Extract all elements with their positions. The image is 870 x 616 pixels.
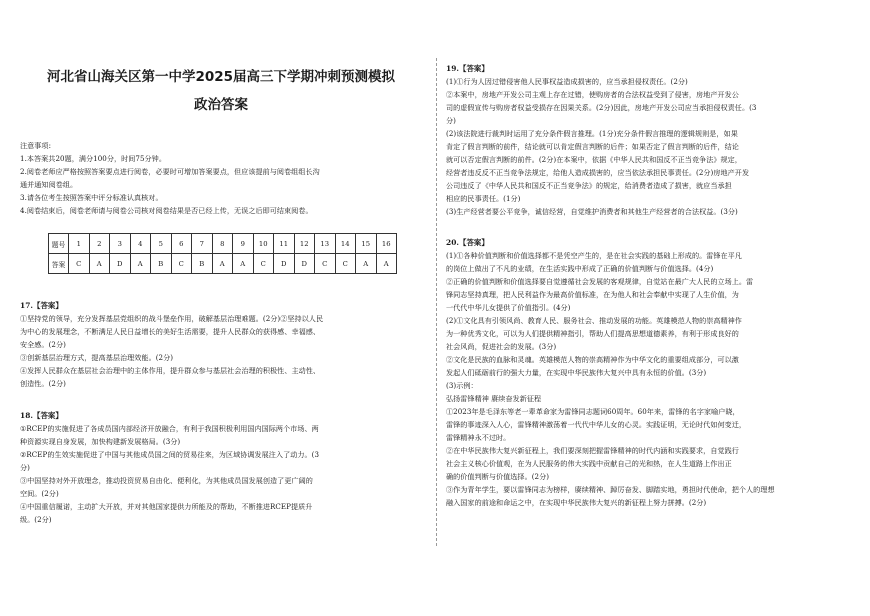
q17-answer-line: ④发挥人民群众在基层社会治理中的主体作用，提升群众参与基层社会治理的积极性、主动性、	[20, 366, 321, 375]
answer-table-number-row	[49, 234, 397, 254]
column-divider	[436, 58, 437, 546]
q17-heading: 17.【答案】	[20, 301, 63, 310]
question-number: 8	[212, 234, 233, 254]
row-label-number: 题号	[49, 234, 69, 254]
answer-cell: D	[294, 254, 315, 274]
q18-answer-line: 级。(2分)	[20, 515, 52, 524]
q20-answer-line: 锋同志坚持真理，把人民利益作为最高价值标准，在为他人和社会奉献中实现了人生价值，为	[446, 290, 739, 299]
q20-answer-line: 确的价值判断与价值选择。(2分)	[446, 472, 550, 481]
notice-item: 2.阅卷老师应严格按照答案要点进行阅卷，必要时可增加答案要点，但应该提前与阅卷组组长沟	[20, 167, 320, 176]
q19-answer-line: 肯定了假言判断的前件，结论就可以肯定假言判断的后件；如果否定了假言判断的后件，结论	[446, 142, 739, 151]
notice-heading: 注意事项:	[20, 141, 52, 150]
q18-answer-line: 分)	[20, 463, 30, 472]
q19-answer-line: 相应的民事责任。(1分)	[446, 194, 521, 203]
question-number: 14	[335, 234, 356, 254]
answer-cell: C	[335, 254, 356, 274]
question-number: 10	[253, 234, 274, 254]
q20-answer-line: 雷锋的事迹深入人心，雷锋精神激荡着一代代中华儿女的心灵。实践证明，无论时代如何变迁，	[446, 420, 747, 429]
q20-answer-line: (1)①各种价值判断和价值选择都不是凭空产生的，是在社会实践的基础上形成的。雷锋在平凡	[446, 251, 742, 260]
q20-answer-line: ②在中华民族伟大复兴新征程上，我们要深刻把握雷锋精神的时代内涵和实践要求，自觉践行	[446, 446, 739, 455]
answer-cell: A	[212, 254, 233, 274]
q20-answer-line: 一代代中华儿女提供了价值指引。(4分)	[446, 303, 571, 312]
answer-table	[48, 233, 397, 274]
answer-cell: B	[192, 254, 213, 274]
q18-answer-line: ②RCEP的生效实施促进了中国与其他成员国之间的贸易往来，为区域协调发展注入了动力。(3	[20, 450, 320, 459]
answer-cell: A	[130, 254, 151, 274]
question-number: 15	[356, 234, 377, 254]
notice-item: 1.本答案共20题，满分100分，时间75分钟。	[20, 154, 166, 163]
answer-cell: A	[356, 254, 377, 274]
answer-table-answer-row	[49, 254, 397, 274]
answer-cell: A	[233, 254, 254, 274]
q19-answer-line: (2)该法院进行裁判时运用了充分条件假言推理。(1分)充分条件假言推理的逻辑规则是，如果	[446, 129, 738, 138]
page-subtitle: 政治答案	[194, 97, 248, 113]
q19-answer-line: (3)生产经营者要公平竞争，诚信经营，自觉维护消费者和其他生产经营者的合法权益。(3分)	[446, 207, 738, 216]
q20-answer-line: 的岗位上做出了不凡的业绩，在生活实践中形成了正确的价值判断与价值选择。(4分)	[446, 264, 714, 273]
notice-item: 通并通知阅卷组。	[20, 180, 78, 189]
q17-answer-line: ③创新基层治理方式，提高基层治理效能。(2分)	[20, 353, 174, 362]
answer-cell: C	[69, 254, 90, 274]
question-number: 9	[233, 234, 254, 254]
q19-answer-line: 经营者违反反不正当竞争法规定，给他人造成损害的，应当依法承担民事责任。(2分)房地产开发	[446, 168, 750, 177]
q18-heading: 18.【答案】	[20, 411, 63, 420]
q18-answer-line: ①RCEP的实施促进了各成员国内部经济开放融合，有利于我国积极利用国内国际两个市场、两	[20, 424, 319, 433]
answer-cell: D	[274, 254, 295, 274]
question-number: 16	[376, 234, 397, 254]
q17-answer-line: ①坚持党的领导，充分发挥基层党组织的战斗堡垒作用，破解基层治理难题。(2分)②坚持以人民	[20, 314, 324, 323]
q20-answer-line: ②文化是民族的血脉和灵魂。英雄模范人物的崇高精神作为中华文化的重要组成部分，可以激	[446, 355, 739, 364]
q20-answer-line: 雷锋精神永不过时。	[446, 433, 511, 442]
q19-answer-line: 分)	[446, 116, 456, 125]
q19-answer-line: ②本案中，房地产开发公司主观上存在过错，使购房者的合法权益受到了侵害，房地产开发公	[446, 90, 739, 99]
q17-answer-line: 安全感。(2分)	[20, 340, 66, 349]
q20-answer-line: 融入国家的前途和命运之中，在实现中华民族伟大复兴的新征程上努力拼搏。(2分)	[446, 498, 707, 507]
q20-answer-line: 社会风尚，促进社会的发展。(3分)	[446, 342, 557, 351]
q20-answer-line: (3)示例：	[446, 381, 478, 390]
question-number: 11	[274, 234, 295, 254]
q19-heading: 19.【答案】	[446, 64, 489, 73]
q20-heading: 20.【答案】	[446, 238, 489, 247]
q19-answer-line: (1)①行为人因过错侵害他人民事权益造成损害的，应当承担侵权责任。(2分)	[446, 77, 688, 86]
answer-cell: C	[315, 254, 336, 274]
q17-answer-line: 创造性。(2分)	[20, 379, 66, 388]
question-number: 13	[315, 234, 336, 254]
q19-answer-line: 司的虚假宣传与购房者权益受损存在因果关系。(2分)因此，房地产开发公司应当承担侵权责任。(3	[446, 103, 757, 112]
q20-answer-line: 发起人们砥砺前行的强大力量，在实现中华民族伟大复兴中具有永恒的价值。(3分)	[446, 368, 707, 377]
q20-answer-line: ②正确的价值判断和价值选择要自觉遵循社会发展的客观规律，自觉站在最广大人民的立场上。雷	[446, 277, 754, 286]
question-number: 5	[151, 234, 172, 254]
question-number: 12	[294, 234, 315, 254]
row-label-answer: 答案	[49, 254, 69, 274]
question-number: 2	[89, 234, 110, 254]
answer-cell: C	[171, 254, 192, 274]
answer-cell: A	[376, 254, 397, 274]
page-title: 河北省山海关区第一中学2025届高三下学期冲刺预测模拟	[46, 69, 396, 85]
q20-answer-line: 社会主义核心价值观，在为人民服务的伟大实践中贡献自己的光和热，在人生道路上作出正	[446, 459, 732, 468]
q19-answer-line: 就可以否定假言判断的前件。(2分)在本案中，依据《中华人民共和国反不正当竞争法》规定，	[446, 155, 742, 164]
question-number: 3	[110, 234, 131, 254]
q18-answer-line: ③中国坚持对外开放理念，推动投资贸易自由化、便利化，为其他成员国发展创造了更广阔的	[20, 476, 313, 485]
question-number: 1	[69, 234, 90, 254]
q20-answer-line: ①2023年是毛泽东等老一辈革命家为雷锋同志题词60周年。60年来，雷锋的名字家喻户晓，	[446, 407, 740, 416]
answer-cell: D	[110, 254, 131, 274]
question-number: 6	[171, 234, 192, 254]
notice-item: 3.请各位考生按照答案中评分标准认真核对。	[20, 193, 163, 202]
q17-answer-line: 为中心的发展理念，不断满足人民日益增长的美好生活需要，提升人民群众的获得感、幸福感、	[20, 327, 321, 336]
q20-essay-title: 弘扬雷锋精神 赓续奋发新征程	[446, 394, 542, 403]
notice-item: 4.阅卷结束后，阅卷老师请与阅卷公司核对阅卷结果是否已经上传，无误之后即可结束阅卷。	[20, 206, 313, 215]
question-number: 7	[192, 234, 213, 254]
q20-answer-line: 为一种优秀文化，可以为人们提供精神指引，帮助人们提高思想道德素养，有利于形成良好的	[446, 329, 739, 338]
q18-answer-line: 种资源实现自身发展，加快构建新发展格局。(3分)	[20, 437, 181, 446]
question-number: 4	[130, 234, 151, 254]
q18-answer-line: ④中国重信履诺，主动扩大开放，并对其他国家提供力所能及的帮助，不断推进RCEP提质升	[20, 502, 313, 511]
q18-answer-line: 空间。(2分)	[20, 489, 59, 498]
answer-cell: A	[89, 254, 110, 274]
q20-answer-line: ③作为青年学生，要以雷锋同志为榜样，赓续精神、踔厉奋发、脚踏实地，勇担时代使命，把个人的理想	[446, 485, 775, 494]
answer-cell: C	[253, 254, 274, 274]
answer-cell: B	[151, 254, 172, 274]
q19-answer-line: 公司违反了《中华人民共和国反不正当竞争法》的规定，给消费者造成了损害，就应当承担	[446, 181, 732, 190]
q20-answer-line: (2)①文化具有引领风尚、教育人民、服务社会、推动发展的功能。英雄模范人物的崇高精神作	[446, 316, 742, 325]
